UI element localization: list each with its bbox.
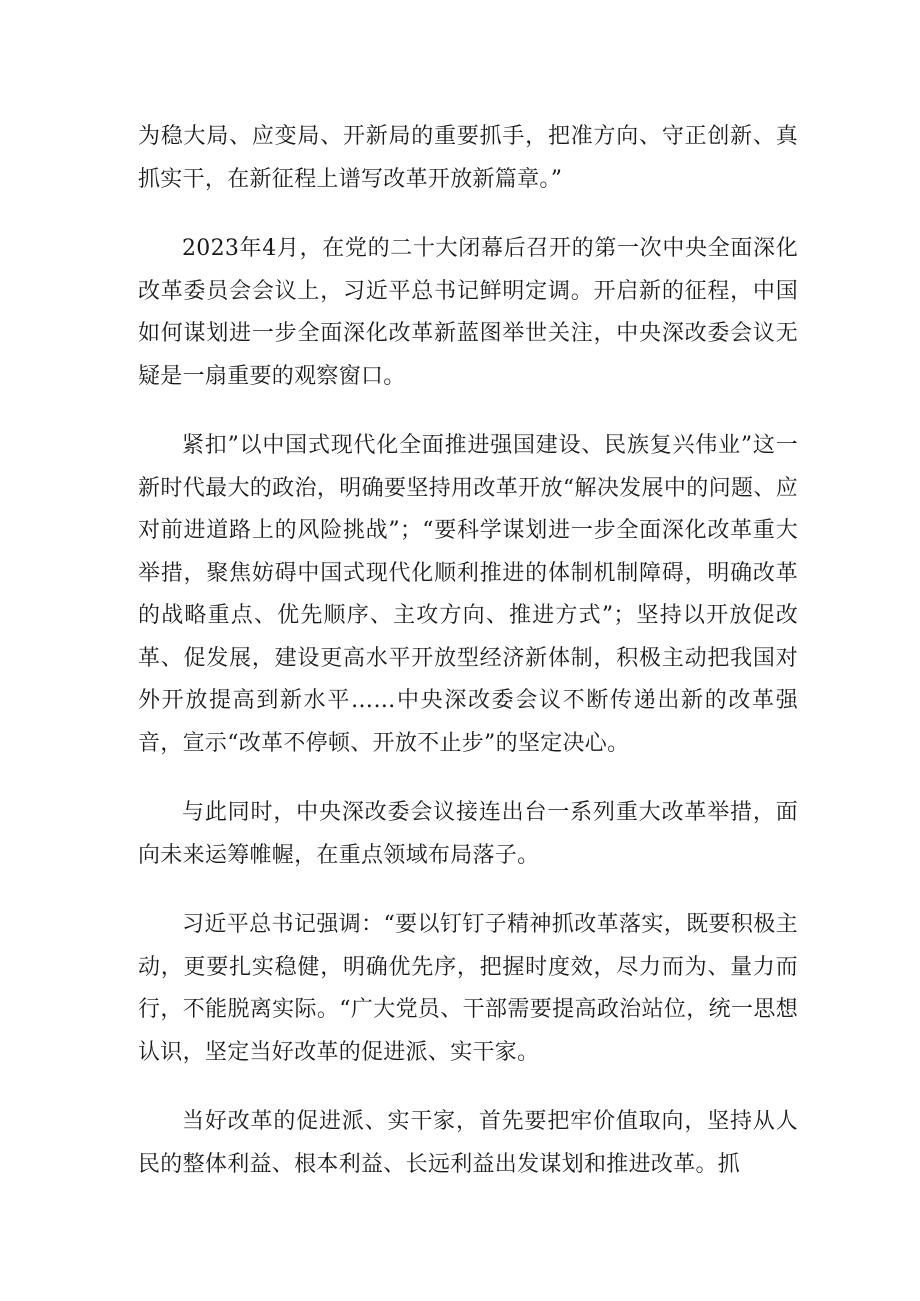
paragraph-spacer <box>138 1074 798 1101</box>
paragraph: 2023年4月，在党的二十大闭幕后召开的第一次中央全面深化改革委员会会议上，习近平总书记鲜明定调。开启新的征程，中国如何谋划进一步全面深化改革新蓝图举世关注，中央深改委会议无疑是一扇重要的观察窗口。 <box>138 236 798 389</box>
paragraph: 当好改革的促进派、实干家，首先要把牢价值取向，坚持从人民的整体利益、根本利益、长远利益出发谋划和推进改革。抓 <box>138 1109 798 1177</box>
paragraph: 为稳大局、应变局、开新局的重要抓手，把准方向、守正创新、真抓实干，在新征程上谱写改革开放新篇章。” <box>138 124 798 192</box>
paragraph-spacer <box>138 201 798 228</box>
paragraph-spacer <box>138 765 798 792</box>
paragraph: 习近平总书记强调：“要以钉钉子精神抓改革落实，既要积极主动，更要扎实稳健，明确优先序，把握时度效，尽力而为、量力而行，不能脱离实际。“广大党员、干部需要提高政治站位，统一思想认识，坚定当好改革的促进派、实干家。 <box>138 912 798 1065</box>
paragraph: 紧扣”以中国式现代化全面推进强国建设、民族复兴伟业”这一新时代最大的政治，明确要坚持用改革开放“解决发展中的问题、应对前进道路上的风险挑战”；“要科学谋划进一步全面深化改革重大举措，聚焦妨碍中国式现代化顺利推进的体制机制障碍，明确改革的战略重点、优先顺序、主攻方向、推进方式”；坚持以开放促改革、促发展，建设更高水平开放型经济新体制，积极主动把我国对外开放提高到新水平……中央深改委会议不断传递出新的改革强音，宣示“改革不停顿、开放不止步”的坚定决心。 <box>138 433 798 756</box>
paragraph: 与此同时，中央深改委会议接连出台一系列重大改革举措，面向未来运筹帷幄，在重点领域布局落子。 <box>138 800 798 868</box>
paragraph-spacer <box>138 877 798 904</box>
paragraph-spacer <box>138 398 798 425</box>
document-body <box>138 116 798 1186</box>
